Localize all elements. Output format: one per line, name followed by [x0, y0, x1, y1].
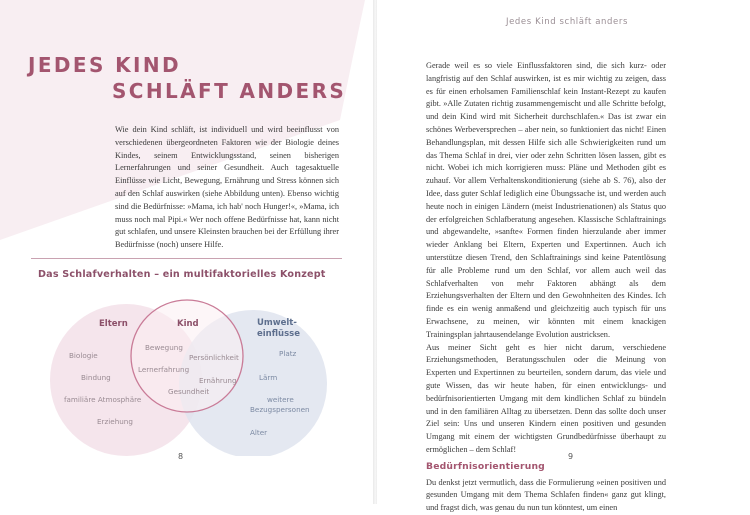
title-line-2: SCHLÄFT ANDERS — [112, 79, 347, 103]
page-number-left: 8 — [178, 452, 184, 461]
term-bindung: Bindung — [81, 373, 111, 382]
label-umwelt-line2: einflüsse — [257, 329, 300, 339]
label-eltern: Eltern — [99, 319, 128, 329]
term-biologie: Biologie — [69, 351, 98, 360]
figure-top-rule — [31, 258, 342, 259]
term-bewegung: Bewegung — [145, 343, 183, 352]
page-number-right: 9 — [568, 452, 574, 461]
term-familiaere-atmosphaere: familiäre Atmosphäre — [64, 395, 142, 404]
right-paragraph-3: Du denkst jetzt vermutlich, dass die Formulierung »einen positiven und gesunden Umgang mit dem Thema Schlafen finden« ganz gut klingt, und fragst dich, was genau du nun tun könntest, um einen — [426, 477, 666, 513]
term-erziehung: Erziehung — [97, 417, 133, 426]
term-alter: Alter — [250, 428, 268, 437]
term-bezugspersonen-line2: Bezugspersonen — [250, 405, 310, 414]
term-persoenlichkeit: Persönlichkeit — [189, 353, 239, 362]
page-title — [28, 52, 346, 104]
term-platz: Platz — [279, 349, 297, 358]
intro-paragraph: Wie dein Kind schläft, ist individuell und wird beeinflusst von verschiedenen übergeordneten Faktoren wie der Biologie deines Kindes, seinem Entwicklungsstand, seinen bisherigen Lernerfahrungen und seiner Gesundheit. Auch tagesaktuelle Einflüsse wie Licht, Bewegung, Ernährung und Stress können sich auf den Schlaf auswirken (siehe Abbildung unten). Ebenso wichtig sind die Bedürfnisse: »Mama, ich hab' noch Hunger!«, »Mama, ich muss noch mal Pipi.« Wer noch offene Bedürfnisse hat, kann nicht gut schlafen, und unsere Kleinsten brauchen bei der Erfüllung ihrer Bedürfnisse (noch) unsere Hilfe. — [115, 125, 339, 250]
title-line-1: JEDES KIND — [28, 53, 182, 77]
term-laerm: Lärm — [259, 373, 278, 382]
venn-diagram — [31, 296, 342, 456]
right-body-text — [426, 60, 666, 515]
figure-caption: Das Schlafverhalten – ein multifaktorielles Konzept — [38, 269, 326, 280]
term-bezugspersonen-line1: weitere — [267, 395, 294, 404]
section-subheading: Bedürfnisorientierung — [426, 460, 545, 472]
right-paragraph-1: Gerade weil es so viele Einflussfaktoren sind, die sich kurz- oder langfristig auf den Schlaf auswirken, ist es mir wichtig zu zeigen, dass es für einen erholsamen Familienschlaf kein Instant-Rezept zu kaufen gibt. »Alle Zutaten richtig zusammengemischt und alle Schritte befolgt, und dein Kind wird mit Sicherheit durchschlafen.« Das ist zwar ein schönes Werbeversprechen – aber nein, so funktioniert das nicht! Einen Behandlungsplan, mit dessen Hilfe sich alle Schwierigkeiten rund um das Thema Schlaf in drei, vier oder zehn Schritten lösen lassen, gibt es nicht. Wobei ich mich korrigieren muss: Pläne und Methoden gibt es zuhauf. Vor allem Verhaltenskonditionierung (siehe ab S. 76), also der Idee, dass guter Schlaf lediglich eine Übungssache ist, und werden auch heute noch in einigen Ländern (meist Industrienationen) als Status quo der erfolgreichen Schlafberatung angesehen. Klassische Schlaftrainings und abgewandelte, »sanfte« Formen finden hierzulande aber immer wieder Anklang bei Eltern, Experten und Expertinnen. Auch ich unterstütze diesen Trend, den Schlaftrainings sind keine Patentlösung für alle Probleme rund um den Schlaf, vor allem auch weil das Schlafverhalten von mehr Faktoren abhängt als dem Erziehungsverhalten der Eltern und den Gewohnheiten des Kindes. Ich finde es ein wenig anmaßend und gleichzeitig auch typisch für uns Erwachsene, zu meinen, wir könnten mit einem knackigen Trainingsplan jahrtausendelange Evolution austricksen. — [426, 61, 666, 339]
term-lernerfahrung: Lernerfahrung — [138, 365, 190, 374]
term-ernaehrung: Ernährung — [199, 376, 237, 385]
left-page — [0, 0, 373, 504]
label-umwelt-line1: Umwelt- — [257, 318, 297, 328]
right-paragraph-2: Aus meiner Sicht geht es hier nicht darum, verschiedene Erziehungsmethoden, Beratungsschulen oder die Meinung von Experten und Expertinnen zu beurteilen, sondern darum, das viele und gute Wissen, das wir heute haben, für einen entwicklungs- und bedürfnisorientierten Umgang mit dem kindlichen Schlaf zu bündeln und in den familiären Alltag zu übersetzen. Denn das sollte doch unser Ziel sein: Uns und unseren Kindern einen positiven und gesunden Umgang mit einem der wichtigsten Grundbedürfnisse überhaupt zu ermöglichen – dem Schlaf! — [426, 342, 666, 454]
label-kind: Kind — [177, 319, 199, 329]
term-gesundheit: Gesundheit — [168, 387, 210, 396]
running-head: Jedes Kind schläft anders — [506, 17, 628, 27]
